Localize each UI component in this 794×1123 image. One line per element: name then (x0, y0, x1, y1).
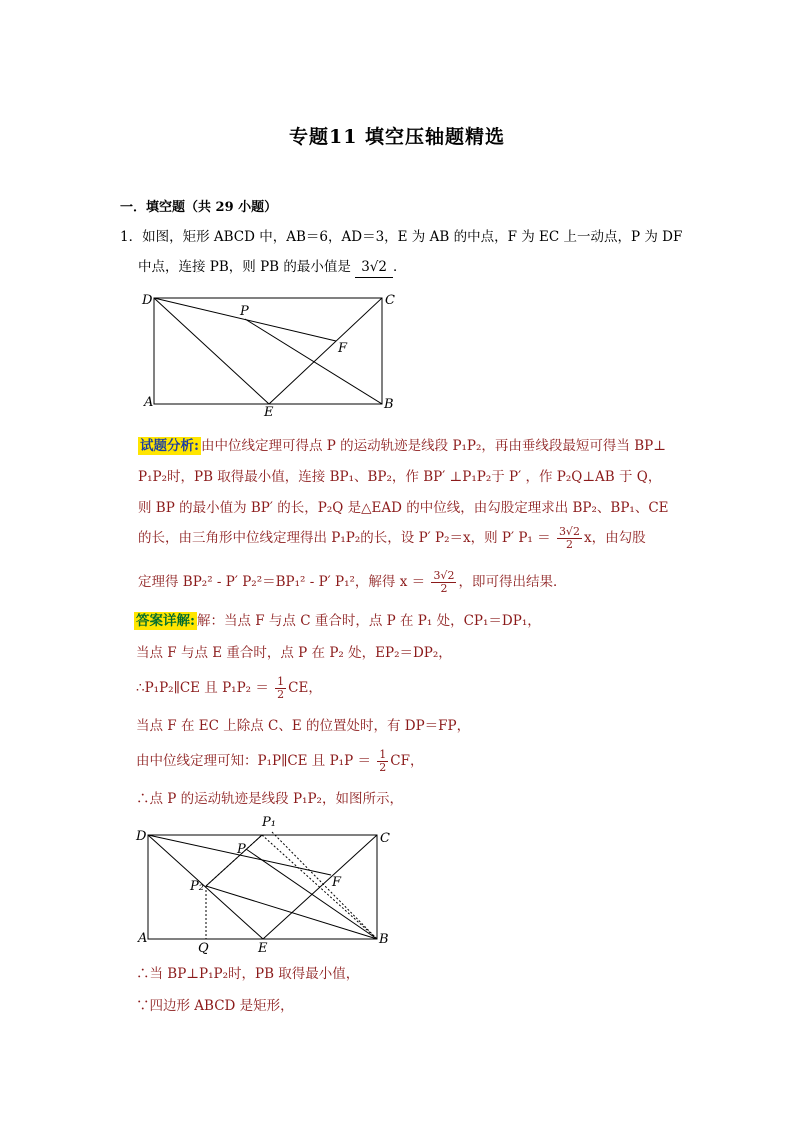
solution-text-3b: CE， (288, 680, 322, 696)
problem-end: ． (392, 259, 407, 275)
rectangle-abcd (148, 835, 377, 939)
segment-pb (245, 319, 382, 404)
problem-text: 中点，连接 PB，则 PB 的最小值是 (138, 259, 351, 275)
segment-ec (269, 298, 382, 404)
fraction-numerator: 1 (277, 675, 285, 688)
fraction-numerator: 3√2 (433, 569, 455, 582)
label-p1: P₁ (262, 815, 276, 830)
solution-line-6: ∴点 P 的运动轨迹是线段 P₁P₂，如图所示， (136, 791, 403, 807)
solution-line-1 (134, 611, 541, 631)
label-a: A (144, 395, 154, 410)
problem-line-1: 1．如图，矩形 ABCD 中，AB＝6，AD＝3，E 为 AB 的中点，F 为 EC 上一动点，P 为 DF (120, 229, 683, 245)
label-p: P (237, 842, 246, 857)
analysis-line-1 (138, 436, 666, 456)
label-f: F (338, 341, 348, 356)
fraction-denominator: 2 (379, 761, 387, 774)
analysis-text-5b: ，即可得出结果． (458, 574, 567, 590)
solution-line-3 (136, 676, 322, 701)
fraction-numerator: 3√2 (558, 525, 580, 538)
label-p: P (240, 304, 249, 319)
fraction-denominator: 2 (440, 582, 448, 595)
answer-value: 3√2 (361, 259, 387, 275)
label-b: B (384, 397, 394, 412)
label-b: B (379, 932, 389, 947)
solution-line-8: ∵四边形 ABCD 是矩形， (136, 998, 294, 1014)
solution-line-5 (136, 749, 423, 774)
label-c: C (385, 293, 395, 308)
solution-line-7: ∴当 BP⊥P₁P₂时，PB 取得最小值， (136, 966, 360, 982)
page-title: 专题11 填空压轴题精选 (288, 126, 506, 148)
label-d: D (142, 293, 153, 308)
analysis-line-4 (138, 526, 646, 551)
label-d: D (136, 829, 147, 844)
label-f: F (332, 875, 342, 890)
fraction-denominator: 2 (277, 688, 285, 701)
solution-text-1: 解：当点 F 与点 C 重合时，点 P 在 P₁ 处，CP₁＝DP₁， (196, 613, 541, 629)
analysis-line-5 (138, 570, 566, 595)
solution-tag: 答案详解: (136, 613, 195, 629)
solution-text-5b: CF， (390, 753, 424, 769)
rectangle-abcd (154, 298, 382, 404)
segment-de (154, 298, 269, 404)
answer-blank (355, 257, 393, 278)
fraction (557, 526, 582, 551)
solution-line-2: 当点 F 与点 E 重合时，点 P 在 P₂ 处，EP₂＝DP₂， (136, 645, 452, 661)
analysis-text-5: 定理得 BP₂² - P′ P₂²＝BP₁² - P′ P₁²，解得 x ＝ (138, 574, 426, 590)
solution-text-5: 由中位线定理可知：P₁P∥CE 且 P₁P ＝ (136, 753, 371, 769)
label-q: Q (198, 941, 209, 956)
analysis-text-4: 的长，由三角形中位线定理得出 P₁P₂的长，设 P′ P₂＝x，则 P′ P₁ ＝ (138, 530, 551, 546)
figure-2-locus-diagram (134, 810, 394, 960)
problem-line-2 (138, 257, 406, 278)
fraction (431, 570, 456, 595)
analysis-line-3: 则 BP 的最小值为 BP′ 的长，P₂Q 是△EAD 的中位线，由勾股定理求出 BP₂、BP₁、CE (138, 500, 669, 516)
fraction-numerator: 1 (379, 748, 387, 761)
analysis-text-4b: x，由勾股 (583, 530, 646, 546)
fraction (377, 749, 388, 774)
analysis-text-1: 由中位线定理可得点 P 的运动轨迹是线段 P₁P₂，再由垂线段最短可得当 BP⊥ (200, 438, 666, 454)
analysis-line-2: P₁P₂时，PB 取得最小值，连接 BP₁、BP₂，作 BP′ ⊥P₁P₂于 P′ ，作 P₂Q⊥AB 于 Q， (138, 469, 662, 485)
label-p2: P₂ (190, 879, 204, 894)
segment-pb (246, 849, 377, 939)
label-c: C (380, 831, 390, 846)
fraction-denominator: 2 (565, 538, 573, 551)
figure-1-rectangle-diagram (140, 290, 400, 420)
section-heading: 一．填空题（共 29 小题） (120, 200, 278, 215)
label-e: E (264, 405, 274, 420)
analysis-tag: 试题分析: (140, 438, 199, 454)
solution-text-3: ∴P₁P₂∥CE 且 P₁P₂ ＝ (136, 680, 269, 696)
solution-line-4: 当点 F 在 EC 上除点 C、E 的位置处时，有 DP＝FP， (136, 718, 471, 734)
label-a: A (138, 931, 148, 946)
label-e: E (258, 941, 268, 956)
fraction (275, 676, 286, 701)
